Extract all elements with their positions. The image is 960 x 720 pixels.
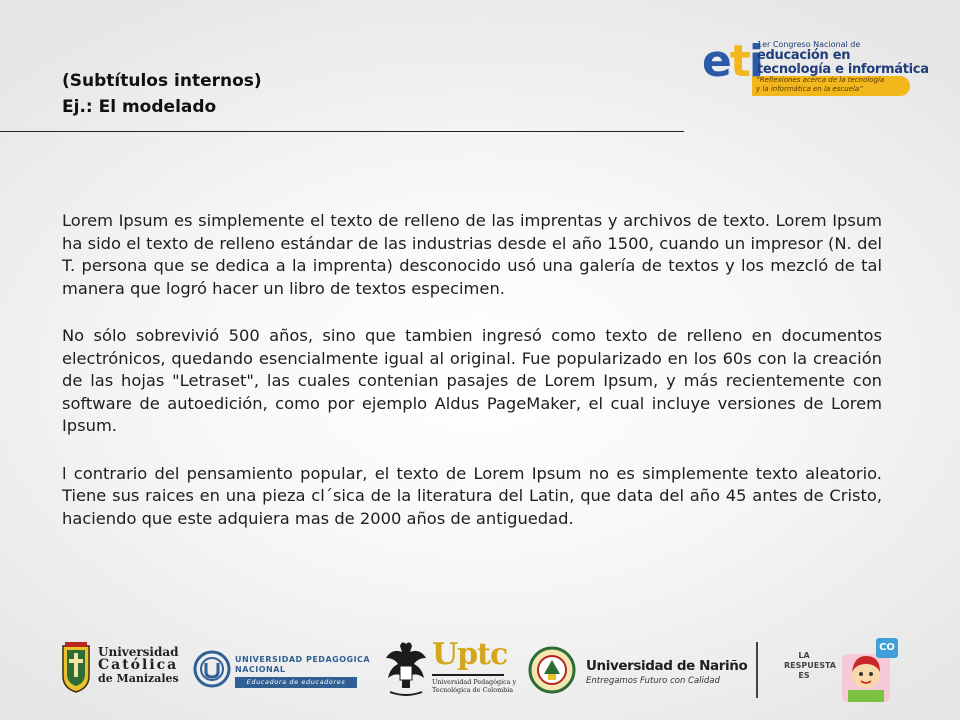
upn-seal-icon [193, 650, 231, 688]
narino-seal-icon [528, 646, 576, 694]
upn-tagline: Educadora de educadores [235, 677, 357, 688]
logo-universidad-catolica-manizales [60, 642, 180, 694]
ucm-line-3: de Manizales [98, 672, 179, 685]
upn-name [235, 655, 370, 675]
uptc-sub-2: Tecnológica de Colombia [432, 686, 514, 694]
uptc-wordmark: Uptc [432, 637, 508, 672]
narino-tagline: Entregamos Futuro con Calidad [586, 676, 720, 686]
conference-tagline-2: y la informática en la escuela” [756, 85, 863, 93]
uptc-rule [432, 674, 504, 676]
uptc-subtitle [432, 678, 516, 694]
paragraph-3: l contrario del pensamiento popular, el texto de Lorem Ipsum no es simplemente texto aleatorio. Tiene sus raices en una pieza cl´sica de la literatura del Latin, que data del año 45 antes de Cristo, haciendo que este adquiera mas de 2000 años de antiguedad. [62, 463, 882, 528]
logo-universidad-pedagogica-nacional [193, 650, 369, 690]
logo-universidad-narino [528, 646, 748, 696]
subtitle-line-1: (Subtítulos internos) [62, 71, 262, 91]
colombian-eagle-icon [384, 638, 428, 700]
lrs-line-3: ES [798, 671, 810, 680]
logo-uptc [430, 637, 517, 700]
upn-name-2: NACIONAL [235, 665, 286, 674]
ucm-line-2: Católica [98, 657, 179, 673]
subtitle-line-2: Ej.: El modelado [62, 97, 217, 117]
conference-line-2: tecnología e informática [757, 62, 929, 77]
lrs-line-2: RESPUESTA [784, 661, 836, 670]
ucm-line-1: Universidad [98, 645, 179, 659]
lrs-badge: CO [876, 638, 898, 658]
conference-tagline [756, 76, 884, 94]
conference-line-1: educación en [757, 48, 851, 63]
eti-e: e [702, 36, 730, 87]
logo-la-respuesta-es [776, 638, 898, 702]
paragraph-2: No sólo sobrevivió 500 años, sino que tambien ingresó como texto de relleno en documentos electrónicos, quedando esencialmente igual al original. Fue popularizado en los 60s con la creación de las hojas "Letraset", las cuales contenian pasajes de Lorem Ipsum, y más recientemente con software de autoedición, como por ejemplo Aldus PageMaker, el cual incluye versiones de Lorem Ipsum. [62, 326, 882, 435]
narino-name: Universidad de Nariño [586, 658, 748, 674]
uptc-sub-1: Universidad Pedagógica y [432, 678, 517, 686]
footer-separator [756, 642, 758, 698]
header-divider [0, 131, 684, 132]
footer-logos [0, 630, 960, 710]
body-text [62, 210, 882, 555]
upn-name-1: UNIVERSIDAD PEDAGOGICA [235, 655, 371, 664]
lrs-text [784, 651, 836, 681]
eti-t: t [729, 36, 749, 87]
paragraph-1: Lorem Ipsum es simplemente el texto de relleno de las imprentas y archivos de texto. Lorem Ipsum ha sido el texto de relleno estándar de las industrias desde el año 1500, cuando un impresor (N. del T. persona que se dedica a la imprenta) desconocido usó una galería de textos y los mezcló de tal manera que logró hacer un libro de textos especimen. [62, 211, 882, 298]
subtitle-block [62, 68, 262, 120]
eti-i: i [748, 36, 762, 87]
lrs-line-1: LA [798, 651, 810, 660]
conference-logo [700, 36, 929, 100]
conference-congreso: 1er Congreso Nacional de [757, 40, 861, 49]
ucm-shield-icon [60, 642, 92, 694]
conference-tagline-1: “Reflexiones acerca de la tecnología [756, 76, 885, 84]
eti-mark [702, 36, 762, 88]
ucm-wordmark [98, 646, 179, 685]
